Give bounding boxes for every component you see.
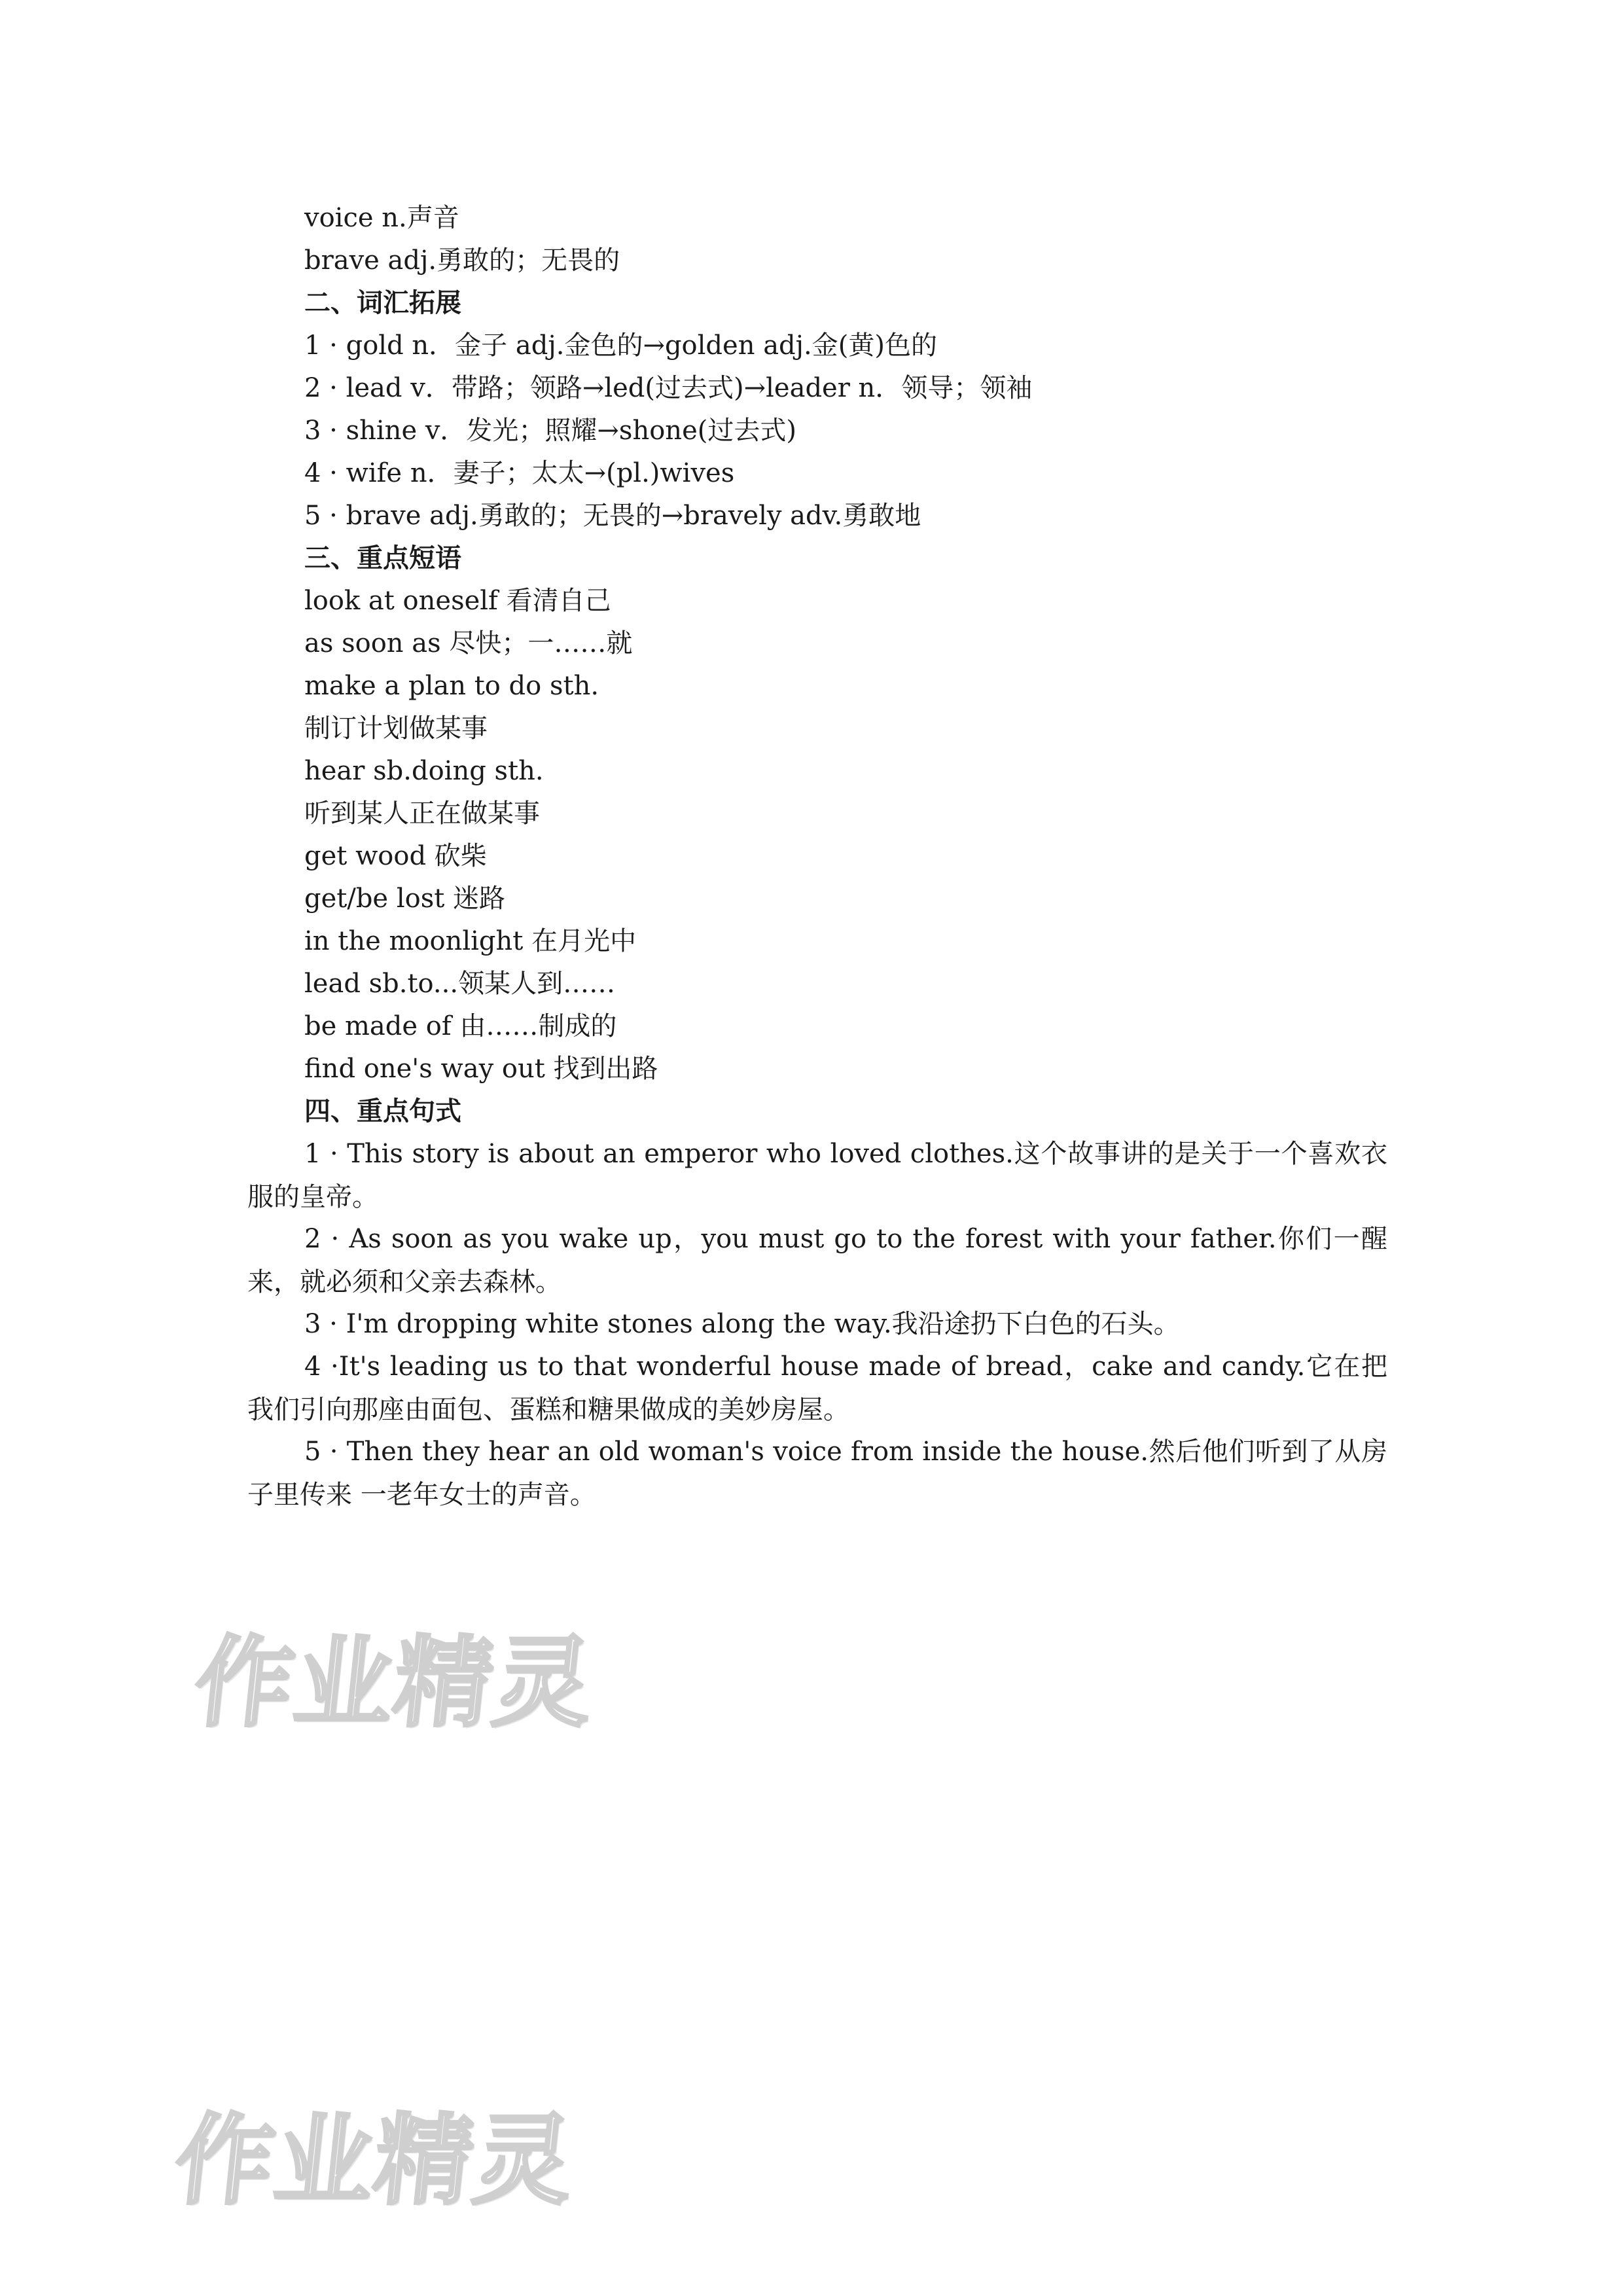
phrase-item: find one's way out 找到出路 — [304, 1054, 658, 1084]
watermark-logo: 作业精灵 — [169, 2104, 580, 2218]
phrase-item: lead sb.to...领某人到…… — [304, 969, 616, 999]
phrase-item: hear sb.doing sth. — [304, 756, 544, 786]
section-heading-key-sentences: 四、重点句式 — [304, 1096, 461, 1126]
vocab-expansion-item: 3 · shine v．发光；照耀→shone(过去式) — [304, 416, 796, 446]
sentence-item: 5 · Then they hear an old woman's voice from inside the house.然后他们听到了从房子里传来 一老年女士的声音。 — [247, 1437, 1387, 1510]
sentence-item: 4 ·It's leading us to that wonderful house made of bread，cake and candy.它在把我们引向那座由面包、蛋糕和糖果做成的美妙房屋。 — [247, 1352, 1387, 1425]
phrase-item: make a plan to do sth. — [304, 671, 599, 701]
phrase-item: as soon as 尽快；一……就 — [304, 628, 633, 658]
phrase-item: get/be lost 迷路 — [304, 884, 506, 914]
sentence-item: 2 · As soon as you wake up，you must go to the forest with your father.你们一醒来，就必须和父亲去森林。 — [247, 1224, 1387, 1297]
phrase-item: get wood 砍柴 — [304, 841, 487, 871]
section-heading-key-phrases: 三、重点短语 — [304, 543, 461, 573]
vocab-expansion-item: 1 · gold n．金子 adj.金色的→golden adj.金(黄)色的 — [304, 331, 937, 361]
phrase-item: look at oneself 看清自己 — [304, 586, 611, 616]
watermark-logo: 作业精灵 — [189, 1626, 599, 1740]
vocab-expansion-item: 4 · wife n．妻子；太太→(pl.)wives — [304, 458, 735, 488]
phrase-item: 制订计划做某事 — [304, 713, 488, 744]
vocab-line: brave adj.勇敢的；无畏的 — [304, 245, 620, 276]
vocab-expansion-item: 2 · lead v．带路；领路→led(过去式)→leader n．领导；领袖 — [304, 373, 1033, 403]
phrase-item: in the moonlight 在月光中 — [304, 926, 637, 956]
vocab-line: voice n.声音 — [304, 203, 459, 233]
phrase-item: be made of 由……制成的 — [304, 1011, 617, 1041]
phrase-item: 听到某人正在做某事 — [304, 798, 540, 829]
sentence-item: 3 · I'm dropping white stones along the way.我沿途扔下白色的石头。 — [304, 1309, 1180, 1339]
vocab-expansion-item: 5 · brave adj.勇敢的；无畏的→bravely adv.勇敢地 — [304, 501, 921, 531]
section-heading-vocab-expansion: 二、词汇拓展 — [304, 287, 461, 318]
sentence-item: 1 · This story is about an emperor who loved clothes.这个故事讲的是关于一个喜欢衣服的皇帝。 — [247, 1139, 1387, 1212]
